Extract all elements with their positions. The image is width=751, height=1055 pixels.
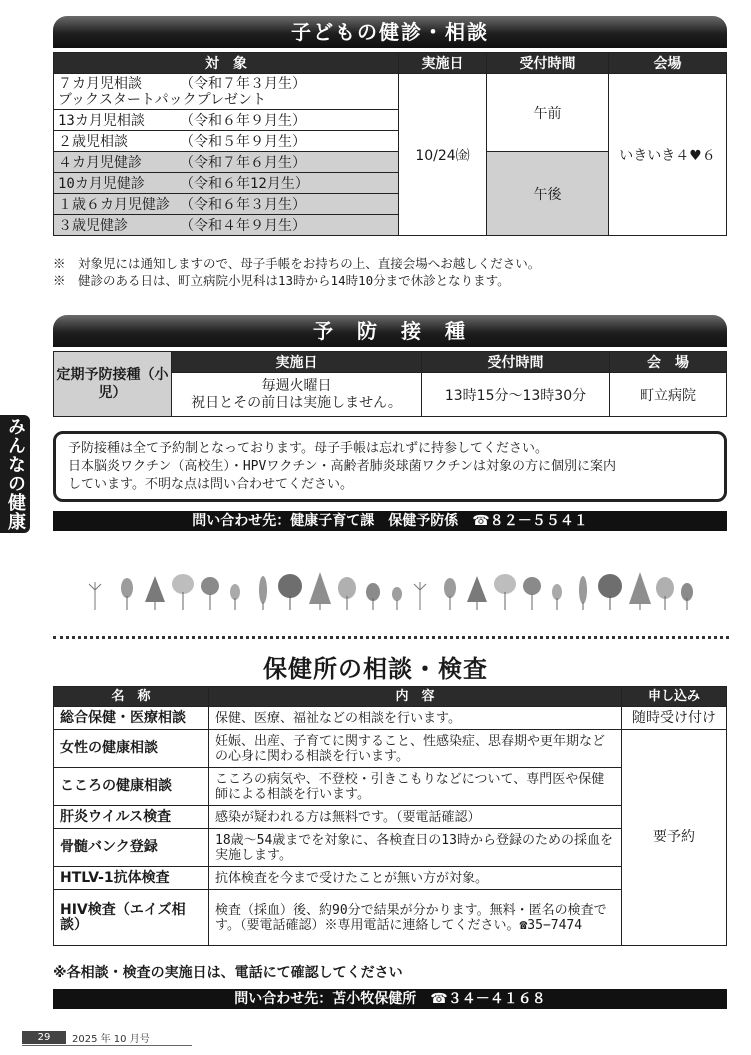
reception-pm: 午後 [487,152,609,236]
service-name: 肝炎ウイルス検査 [54,806,209,829]
date-line: 毎週火曜日 [261,377,332,394]
target-birth: （令和７年６月生） [180,155,306,171]
info-line: 予防接種は全て予約制となっております。母子手帳は忘れずに持参してください。 [68,441,548,456]
contact-health-center: 問い合わせ先：苫小牧保健所 ☎３４－４１６８ [53,989,727,1009]
header-date: 実施日 [399,53,487,74]
target-name: ７カ月児相談 [58,75,142,92]
service-content: 抗体検査を今まで受けたことが無い方が対象。 [209,867,622,890]
health-center-table [53,686,727,946]
service-content: 感染が疑われる方は無料です。（要電話確認） [209,806,622,829]
vaccination-info-box [53,431,727,502]
table-row [54,194,399,215]
service-name: HTLV-1抗体検査 [54,867,209,890]
target-name: ４カ月児健診 [58,155,142,171]
target-name: ３歳児健診 [58,218,128,234]
health-center-note: ※各相談・検査の実施日は、電話にて確認してください [53,965,403,981]
date-line: 祝日とその前日は実施しません。 [191,394,402,411]
service-name: HIV検査（エイズ相談） [54,890,209,946]
header-apply: 申し込み [622,687,727,707]
service-name: 骨髄バンク登録 [54,829,209,867]
vaccination-table [53,351,727,417]
section-title-vaccination: 予 防 接 種 [53,315,727,347]
service-content: 検査（採血）後、約90分で結果が分かります。無料・匿名の検査です。（要電話確認）※専用電話に連絡してください。☎35−7474 [209,890,622,946]
table-row [54,110,399,131]
section-title-child-checkups: 子どもの健診・相談 [53,16,727,48]
service-apply: 随時受け付け [622,707,727,730]
header-reception-time: 受付時間 [422,352,610,373]
target-birth: （令和６年12月生） [180,176,309,192]
service-content: 保健、医療、福祉などの相談を行います。 [209,707,622,730]
header-venue: 会 場 [610,352,727,373]
page-number: 29 [22,1031,66,1044]
table-row [54,74,399,110]
target-name: 13カ月児相談 [58,113,145,129]
header-target: 対 象 [54,53,399,74]
header-reception-time: 受付時間 [487,53,609,74]
tree-illustration [85,562,695,612]
child-checkup-table [53,52,727,236]
target-birth: （令和５年９月生） [180,134,306,150]
target-name: 10カ月児健診 [58,176,145,192]
header-content: 内 容 [209,687,622,707]
note-line: ※ 健診のある日は、町立病院小児科は13時から14時10分まで休診となります。 [53,273,510,288]
reception-am: 午前 [487,74,609,152]
vaccination-date [172,373,422,417]
header-venue: 会場 [609,53,727,74]
target-birth: （令和６年３月生） [180,197,306,213]
exam-date: 10/24㈮ [399,74,487,236]
service-name: 総合保健・医療相談 [54,707,209,730]
service-apply-reserve: 要予約 [622,730,727,946]
target-extra: ブックスタートパックプレゼント [58,91,267,108]
row-label: 定期予防接種（小児） [54,352,172,417]
service-content: こころの病気や、不登校・引きこもりなどについて、専門医や保健師による相談を行います。 [209,768,622,806]
service-content: 18歳～54歳までを対象に、各検査日の13時から登録のための採血を実施します。 [209,829,622,867]
header-name: 名 称 [54,687,209,707]
target-birth: （令和４年９月生） [180,218,306,234]
table-row [54,131,399,152]
side-tab: みんなの健康 [0,415,30,533]
service-name: こころの健康相談 [54,768,209,806]
footer-rule [22,1045,192,1046]
target-birth: （令和７年３月生） [180,75,306,92]
target-name: １歳６カ月児健診 [58,197,170,213]
note-line: ※ 対象児には通知しますので、母子手帳をお持ちの上、直接会場へお越しください。 [53,256,541,271]
header-date: 実施日 [172,352,422,373]
issue-date: 2025 年 10 月号 [72,1034,150,1045]
table-row [54,173,399,194]
info-line: しています。不明な点は問い合わせてください。 [68,477,353,492]
contact-health-dept: 問い合わせ先：健康子育て課 保健予防係 ☎８２－５５４１ [53,511,727,531]
dotted-divider [53,636,729,639]
vaccination-time: 13時15分～13時30分 [422,373,610,417]
section-title-health-center: 保健所の相談・検査 [263,655,488,683]
table-row [54,215,399,236]
service-name: 女性の健康相談 [54,730,209,768]
vaccination-venue: 町立病院 [610,373,727,417]
target-name: ２歳児相談 [58,134,128,150]
venue: いきいき４♥６ [609,74,727,236]
table-row [54,152,399,173]
service-content: 妊娠、出産、子育てに関すること、性感染症、思春期や更年期などの心身に関わる相談を行います。 [209,730,622,768]
target-birth: （令和６年９月生） [180,113,306,129]
info-line: 日本脳炎ワクチン（高校生）・HPVワクチン・高齢者肺炎球菌ワクチンは対象の方に個別に案内 [68,459,617,474]
